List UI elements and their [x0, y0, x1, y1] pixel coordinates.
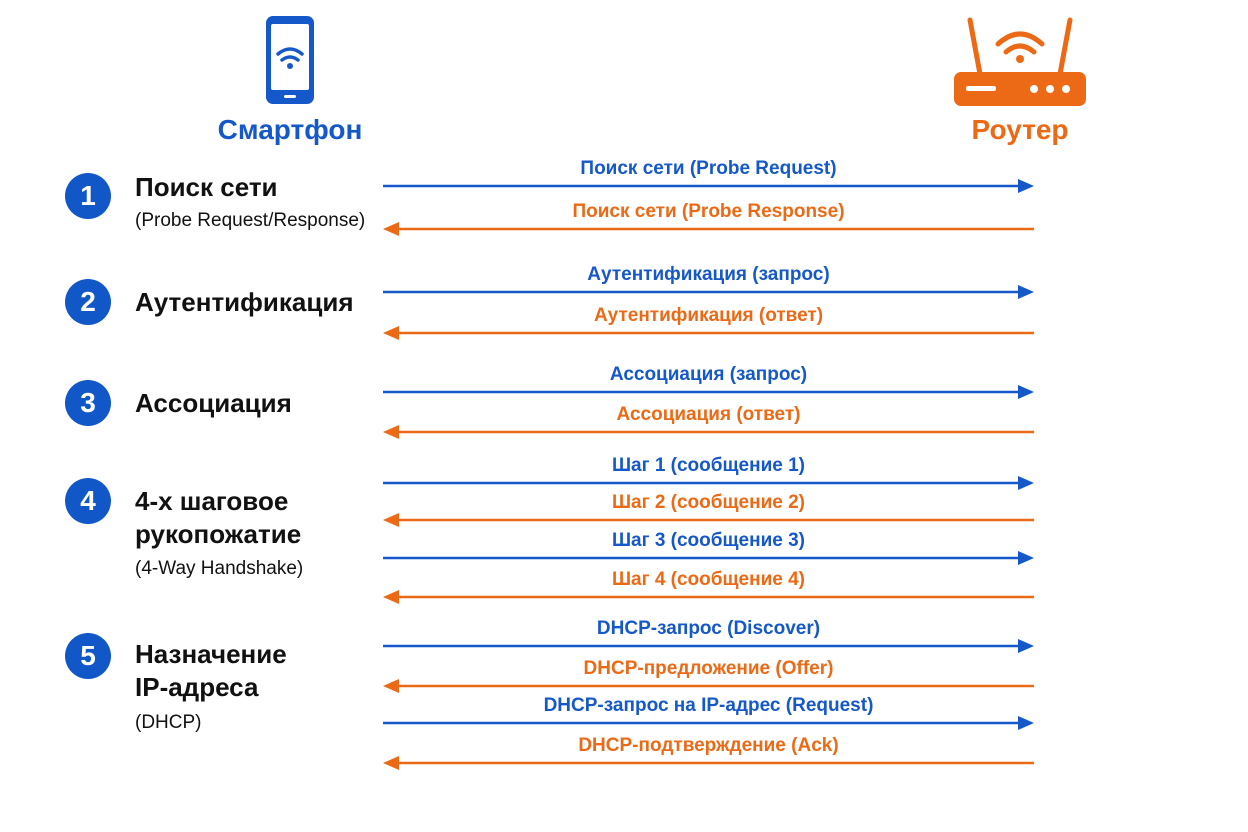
arrowhead-icon [383, 326, 399, 340]
message-label: Поиск сети (Probe Request) [580, 158, 837, 179]
message-label: Аутентификация (ответ) [593, 305, 824, 326]
step-1-subtitle: (Probe Request/Response) [135, 210, 366, 231]
message-arrow-9 [383, 530, 1034, 565]
message-arrow-11 [383, 618, 1034, 653]
smartphone-label: Смартфон [217, 114, 363, 145]
message-label: Шаг 4 (сообщение 4) [611, 569, 806, 590]
step-5-title-line2: IP-адреса [135, 672, 259, 702]
arrowhead-icon [1018, 476, 1034, 490]
message-label: Ассоциация (запрос) [609, 364, 808, 385]
message-arrow-2 [383, 201, 1034, 236]
message-arrow-1 [383, 158, 1034, 193]
message-label: Аутентификация (запрос) [587, 264, 830, 285]
message-arrow-6 [383, 404, 1034, 439]
step-4-title-line1: 4-х шаговое [135, 486, 289, 516]
arrowhead-icon [1018, 551, 1034, 565]
message-arrow-13 [383, 695, 1034, 730]
arrowhead-icon [1018, 179, 1034, 193]
step-2-title: Аутентификация [135, 287, 354, 317]
router-label: Роутер [971, 114, 1069, 145]
step-4-badge: 4 [65, 478, 111, 524]
arrowhead-icon [1018, 716, 1034, 730]
message-arrow-4 [383, 305, 1034, 340]
step-1-title: Поиск сети [135, 172, 278, 202]
message-arrow-14 [383, 735, 1034, 770]
step-2-badge: 2 [65, 279, 111, 325]
step-5-title-line1: Назначение [135, 639, 287, 669]
step-5-badge: 5 [65, 633, 111, 679]
arrowhead-icon [383, 425, 399, 439]
arrowhead-icon [1018, 285, 1034, 299]
message-label: DHCP-предложение (Offer) [583, 658, 834, 679]
message-label: DHCP-запрос на IP-адрес (Request) [543, 695, 874, 716]
message-arrow-12 [383, 658, 1034, 693]
step-1-badge: 1 [65, 173, 111, 219]
message-arrow-8 [383, 492, 1034, 527]
message-label: Шаг 2 (сообщение 2) [611, 492, 806, 513]
step-4-subtitle: (4-Way Handshake) [135, 558, 304, 579]
arrowhead-icon [383, 679, 399, 693]
message-label: DHCP-подтверждение (Ack) [578, 735, 839, 756]
message-arrow-7 [383, 455, 1034, 490]
arrowhead-icon [383, 590, 399, 604]
message-label: Поиск сети (Probe Response) [572, 201, 845, 222]
message-label: Шаг 1 (сообщение 1) [611, 455, 806, 476]
arrowhead-icon [383, 756, 399, 770]
step-5-subtitle: (DHCP) [135, 712, 202, 733]
message-label: Ассоциация (ответ) [616, 404, 801, 425]
message-arrow-10 [383, 569, 1034, 604]
arrowhead-icon [383, 513, 399, 527]
message-label: DHCP-запрос (Discover) [596, 618, 821, 639]
step-4-title-line2: рукопожатие [135, 519, 302, 549]
step-3-title: Ассоциация [135, 388, 292, 418]
step-3-badge: 3 [65, 380, 111, 426]
message-arrow-3 [383, 264, 1034, 299]
arrowhead-icon [1018, 385, 1034, 399]
message-label: Шаг 3 (сообщение 3) [611, 530, 806, 551]
arrowhead-icon [1018, 639, 1034, 653]
message-arrow-5 [383, 364, 1034, 399]
arrowhead-icon [383, 222, 399, 236]
